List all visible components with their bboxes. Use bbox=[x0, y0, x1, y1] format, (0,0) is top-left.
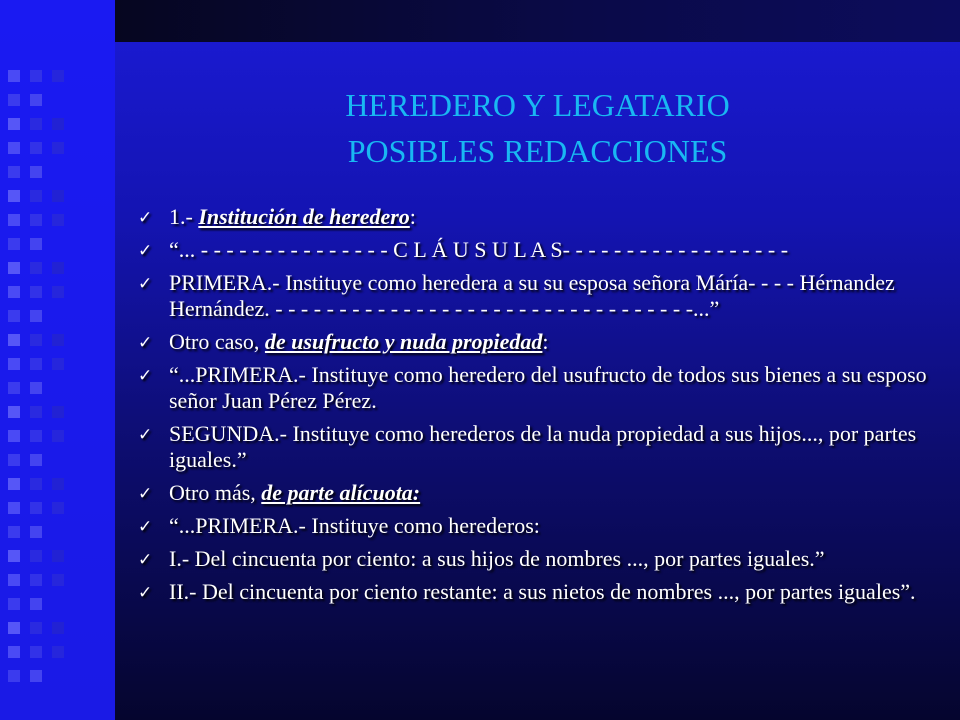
checkmark-icon: ✓ bbox=[138, 517, 153, 537]
decorative-square bbox=[30, 382, 42, 394]
decorative-square bbox=[30, 94, 42, 106]
decorative-square bbox=[52, 262, 64, 274]
decorative-square bbox=[52, 118, 64, 130]
decorative-square bbox=[52, 406, 64, 418]
list-item: ✓ Otro más, de parte alícuota: bbox=[138, 480, 421, 505]
decorative-square bbox=[8, 670, 20, 682]
emphasis-text: Institución de heredero bbox=[198, 204, 410, 229]
decorative-square bbox=[8, 478, 20, 490]
decorative-square bbox=[30, 358, 42, 370]
decorative-square bbox=[30, 334, 42, 346]
checkmark-icon: ✓ bbox=[138, 583, 153, 603]
decorative-square bbox=[8, 454, 20, 466]
decorative-square bbox=[8, 262, 20, 274]
decorative-square bbox=[8, 142, 20, 154]
decorative-square bbox=[30, 262, 42, 274]
item-text: SEGUNDA.- Instituye como herederos de la nuda propiedad a sus hijos..., por partes iguales.” bbox=[169, 421, 917, 472]
list-item bbox=[138, 362, 938, 414]
decorative-square bbox=[8, 502, 20, 514]
checkmark-icon: ✓ bbox=[138, 366, 153, 386]
decorative-square bbox=[52, 430, 64, 442]
item-text: II.- Del cincuenta por ciento restante: a sus nietos de nombres ..., por partes iguales”. bbox=[169, 579, 916, 604]
decorative-square bbox=[30, 214, 42, 226]
decorative-square bbox=[8, 550, 20, 562]
decorative-square bbox=[8, 70, 20, 82]
decorative-square bbox=[30, 598, 42, 610]
list-item bbox=[138, 513, 938, 539]
item-text: “...PRIMERA.- Instituye como heredero del usufructo de todos sus bienes a su esposo señor Juan Pérez Pérez. bbox=[169, 362, 927, 413]
decorative-square bbox=[52, 70, 64, 82]
decorative-square bbox=[30, 478, 42, 490]
decorative-square bbox=[52, 550, 64, 562]
decorative-square bbox=[8, 118, 20, 130]
item-text: PRIMERA.- Instituye como heredera a su su esposa señora Máría- - - - Hérnandez Hernández. - - - - - - - - - - - - - - - - - - - - - - - - - - - - - - - - -...” bbox=[169, 270, 895, 321]
decorative-square bbox=[8, 94, 20, 106]
decorative-square bbox=[30, 286, 42, 298]
decorative-square bbox=[52, 190, 64, 202]
decorative-square bbox=[30, 622, 42, 634]
decorative-square bbox=[52, 574, 64, 586]
decorative-square bbox=[52, 622, 64, 634]
checkmark-icon: ✓ bbox=[138, 425, 153, 445]
decorative-square bbox=[8, 382, 20, 394]
checkmark-icon: ✓ bbox=[138, 550, 153, 570]
decorative-square bbox=[52, 142, 64, 154]
list-item bbox=[138, 270, 938, 322]
decorative-square bbox=[52, 478, 64, 490]
decorative-square bbox=[30, 190, 42, 202]
checkmark-icon: ✓ bbox=[138, 274, 153, 294]
decorative-square bbox=[30, 70, 42, 82]
decorative-square bbox=[30, 502, 42, 514]
slide-title bbox=[115, 82, 960, 174]
list-item bbox=[138, 546, 938, 572]
list-item bbox=[138, 237, 938, 263]
list-item bbox=[138, 579, 938, 605]
checkmark-icon: ✓ bbox=[138, 241, 153, 261]
decorative-square bbox=[30, 142, 42, 154]
decorative-square bbox=[30, 454, 42, 466]
decorative-square bbox=[52, 502, 64, 514]
decorative-square bbox=[8, 574, 20, 586]
decorative-square bbox=[8, 238, 20, 250]
checkmark-icon: ✓ bbox=[138, 484, 153, 504]
list-item bbox=[138, 421, 938, 473]
title-line-1: HEREDERO Y LEGATARIO bbox=[345, 87, 730, 123]
decorative-square bbox=[8, 646, 20, 658]
list-item: ✓ Otro caso, de usufructo y nuda propiedad: bbox=[138, 329, 549, 354]
decorative-square bbox=[52, 358, 64, 370]
decorative-square bbox=[8, 166, 20, 178]
emphasis-text: de usufructo y nuda propiedad bbox=[264, 329, 543, 354]
decorative-square bbox=[8, 190, 20, 202]
decorative-square bbox=[30, 430, 42, 442]
item-text: “... - - - - - - - - - - - - - - - C L Á U S U L A S- - - - - - - - - - - - - - - - - - bbox=[169, 237, 789, 262]
checkmark-icon: ✓ bbox=[138, 208, 153, 228]
decorative-square bbox=[30, 310, 42, 322]
decorative-square bbox=[30, 526, 42, 538]
decorative-square bbox=[30, 406, 42, 418]
decorative-square bbox=[8, 526, 20, 538]
decorative-square bbox=[30, 238, 42, 250]
decorative-square bbox=[8, 406, 20, 418]
left-decorative-strip bbox=[0, 0, 115, 720]
item-text: “...PRIMERA.- Instituye como herederos: bbox=[169, 513, 540, 538]
item-text: I.- Del cincuenta por ciento: a sus hijos de nombres ..., por partes iguales.” bbox=[169, 546, 825, 571]
decorative-square bbox=[52, 286, 64, 298]
decorative-square bbox=[52, 334, 64, 346]
decorative-square bbox=[8, 310, 20, 322]
decorative-square bbox=[30, 574, 42, 586]
emphasis-text: de parte alícuota: bbox=[261, 480, 421, 505]
decorative-square bbox=[30, 118, 42, 130]
decorative-square bbox=[52, 646, 64, 658]
decorative-square bbox=[8, 214, 20, 226]
decorative-square bbox=[8, 622, 20, 634]
decorative-square bbox=[30, 166, 42, 178]
decorative-square bbox=[8, 358, 20, 370]
bullet-list bbox=[138, 204, 938, 612]
decorative-square bbox=[30, 670, 42, 682]
checkmark-icon: ✓ bbox=[138, 333, 153, 353]
decorative-square bbox=[30, 646, 42, 658]
decorative-square bbox=[52, 214, 64, 226]
decorative-square bbox=[30, 550, 42, 562]
top-dark-band bbox=[115, 0, 960, 42]
decorative-square bbox=[8, 334, 20, 346]
decorative-square bbox=[8, 286, 20, 298]
list-item: ✓ 1.- Institución de heredero: bbox=[138, 204, 416, 229]
decorative-square bbox=[8, 430, 20, 442]
title-line-2: POSIBLES REDACCIONES bbox=[347, 133, 728, 169]
decorative-square bbox=[8, 598, 20, 610]
